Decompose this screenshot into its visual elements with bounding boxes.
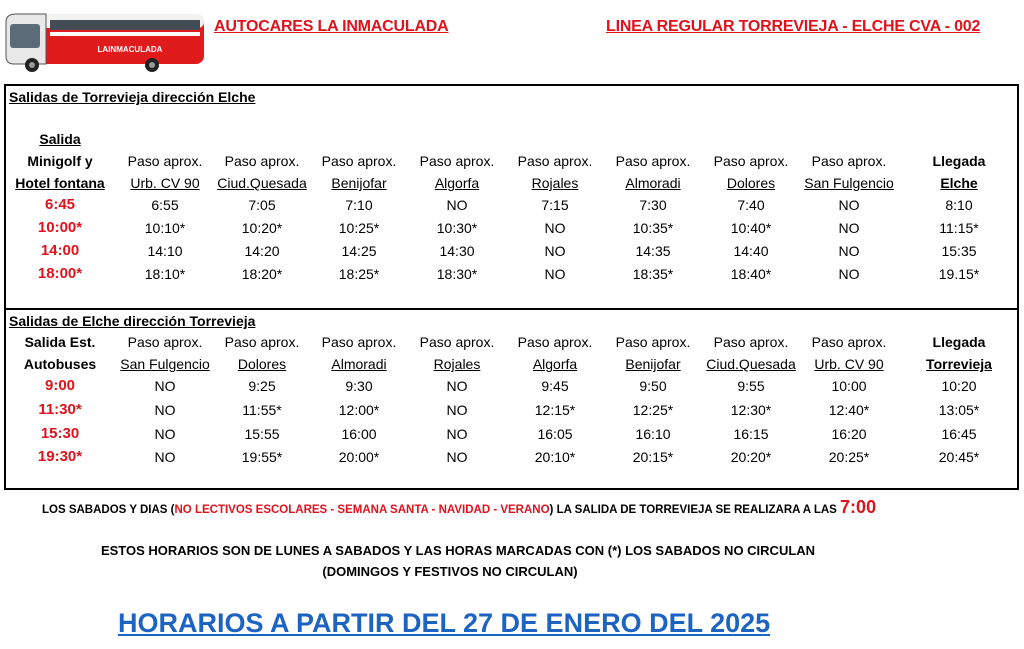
stop-header-name: San Fulgencio bbox=[120, 356, 210, 372]
bus-illustration bbox=[2, 8, 207, 74]
stop-header-paso: Paso aprox. bbox=[224, 153, 300, 169]
schedule-cell: 6:55 bbox=[151, 197, 179, 213]
schedule-cell: 16:15 bbox=[733, 426, 769, 442]
schedule-cell: 7:15 bbox=[541, 197, 569, 213]
schedule-cell: NO bbox=[838, 243, 860, 259]
schedule-cell: 12:15* bbox=[534, 402, 576, 418]
schedule-cell: 18:10* bbox=[144, 266, 186, 282]
saturday-note-time: 7:00 bbox=[840, 497, 877, 517]
schedule-cell: NO bbox=[544, 243, 566, 259]
stop-header-name: Algorfa bbox=[532, 356, 578, 372]
departure-time: 9:00 bbox=[44, 377, 76, 394]
schedule-cell: 12:40* bbox=[828, 402, 870, 418]
stop-header-name: Almoradi bbox=[625, 175, 681, 191]
schedule-cell: 10:30* bbox=[436, 220, 478, 236]
saturday-note bbox=[42, 497, 876, 518]
schedule-cell: 14:35 bbox=[635, 243, 671, 259]
schedule-cell: 16:45 bbox=[941, 426, 977, 442]
schedule-cell: NO bbox=[838, 197, 860, 213]
departure-time: 11:30* bbox=[38, 401, 82, 418]
schedule-cell: 14:20 bbox=[244, 243, 280, 259]
stop-header-paso: Paso aprox. bbox=[419, 334, 495, 350]
schedule-cell: 11:15* bbox=[939, 220, 979, 236]
bus-logo-text: LAINMACULADA bbox=[97, 45, 163, 54]
schedule-cell: 13:05* bbox=[938, 402, 980, 418]
schedule-cell: 7:05 bbox=[248, 197, 276, 213]
schedule-cell: 18:40* bbox=[730, 266, 772, 282]
company-name: AUTOCARES LA INMACULADA bbox=[214, 18, 449, 35]
schedule-cell: NO bbox=[446, 426, 468, 442]
schedule-cell: 18:25* bbox=[338, 266, 380, 282]
departure-time: 18:00* bbox=[37, 265, 83, 282]
schedule-cell: 14:40 bbox=[733, 243, 769, 259]
schedule-cell: 14:30 bbox=[439, 243, 475, 259]
stop-header-paso: Paso aprox. bbox=[615, 334, 691, 350]
schedule-cell: 18:30* bbox=[436, 266, 478, 282]
stop-header-paso: Paso aprox. bbox=[517, 153, 593, 169]
departure-header-line: Minigolf y bbox=[27, 153, 93, 169]
arrival-header-label: Llegada bbox=[932, 334, 986, 350]
stop-header-name: Dolores bbox=[237, 356, 287, 372]
schedule-cell: 15:35 bbox=[941, 243, 977, 259]
arrival-header-label: Llegada bbox=[932, 153, 986, 169]
schedule-cell: 15:55 bbox=[244, 426, 280, 442]
arrival-header-name: Elche bbox=[940, 175, 978, 191]
schedule-box bbox=[4, 84, 1019, 490]
stop-header-name: Rojales bbox=[531, 175, 579, 191]
departure-header-line: Salida Est. bbox=[24, 334, 96, 350]
departure-header-line: Salida bbox=[39, 131, 81, 147]
schedule-cell: 8:10 bbox=[945, 197, 973, 213]
schedule-cell: 11:55* bbox=[242, 402, 282, 418]
stop-header-name: Dolores bbox=[726, 175, 776, 191]
schedule-cell: 12:30* bbox=[730, 402, 772, 418]
stop-header-paso: Paso aprox. bbox=[811, 334, 887, 350]
stop-header-name: Ciud.Quesada bbox=[217, 175, 307, 191]
stop-header-paso: Paso aprox. bbox=[224, 334, 300, 350]
schedule-cell: NO bbox=[154, 378, 176, 394]
schedule-cell: NO bbox=[154, 426, 176, 442]
schedule-cell: 10:20 bbox=[941, 378, 977, 394]
schedule-cell: 20:00* bbox=[338, 449, 380, 465]
schedule-cell: 9:45 bbox=[541, 378, 569, 394]
schedule-cell: 20:10* bbox=[534, 449, 576, 465]
schedule-cell: 9:50 bbox=[639, 378, 667, 394]
schedule-cell: 10:20* bbox=[241, 220, 283, 236]
schedule-cell: 16:10 bbox=[635, 426, 671, 442]
departure-time: 6:45 bbox=[44, 196, 76, 213]
stop-header-paso: Paso aprox. bbox=[321, 153, 397, 169]
stop-header-paso: Paso aprox. bbox=[321, 334, 397, 350]
schedule-note: ESTOS HORARIOS SON DE LUNES A SABADOS Y LAS HORAS MARCADAS CON (*) LOS SABADOS NO CIRCULAN bbox=[100, 543, 816, 558]
section-divider bbox=[6, 308, 1017, 310]
stop-header-name: Almoradi bbox=[331, 356, 387, 372]
stop-header-name: Rojales bbox=[433, 356, 481, 372]
schedule-cell: 18:20* bbox=[241, 266, 283, 282]
schedule-cell: 16:00 bbox=[341, 426, 377, 442]
stop-header-name: Benijofar bbox=[331, 175, 387, 191]
stop-header-name: Benijofar bbox=[625, 356, 681, 372]
stop-header-name: Urb. CV 90 bbox=[814, 356, 884, 372]
schedule-cell: 7:40 bbox=[737, 197, 765, 213]
departure-header-line: Autobuses bbox=[23, 356, 97, 372]
schedule-cell: 10:40* bbox=[730, 220, 772, 236]
stop-header-paso: Paso aprox. bbox=[127, 334, 203, 350]
schedule-cell: 18:35* bbox=[632, 266, 674, 282]
schedule-cell: NO bbox=[446, 402, 468, 418]
stop-header-name: Algorfa bbox=[434, 175, 480, 191]
stop-header-paso: Paso aprox. bbox=[713, 153, 789, 169]
departure-time: 19:30* bbox=[37, 448, 83, 465]
schedule-cell: NO bbox=[446, 378, 468, 394]
saturday-note-red: NO LECTIVOS ESCOLARES - SEMANA SANTA - NAVIDAD - VERANO bbox=[174, 504, 550, 516]
schedule-cell: 9:55 bbox=[737, 378, 765, 394]
schedule-cell: 10:10* bbox=[144, 220, 186, 236]
schedule-cell: NO bbox=[838, 220, 860, 236]
schedule-cell: 14:25 bbox=[341, 243, 377, 259]
stop-header-paso: Paso aprox. bbox=[811, 153, 887, 169]
schedule-cell: 10:35* bbox=[632, 220, 674, 236]
schedule-cell: 20:25* bbox=[828, 449, 870, 465]
departure-header-line: Hotel fontana bbox=[15, 175, 105, 191]
schedule-cell: NO bbox=[446, 449, 468, 465]
stop-header-paso: Paso aprox. bbox=[713, 334, 789, 350]
schedule-cell: 9:25 bbox=[248, 378, 276, 394]
section-title-elche-torrevieja: Salidas de Elche dirección Torrevieja bbox=[9, 313, 256, 329]
schedule-cell: NO bbox=[446, 197, 468, 213]
schedule-cell: NO bbox=[154, 449, 176, 465]
schedule-cell: 7:30 bbox=[639, 197, 667, 213]
schedule-cell: NO bbox=[544, 266, 566, 282]
section-title-torrevieja-elche: Salidas de Torrevieja dirección Elche bbox=[9, 89, 256, 105]
valid-from-banner: HORARIOS A PARTIR DEL 27 DE ENERO DEL 2025 bbox=[118, 608, 771, 638]
schedule-cell: 16:05 bbox=[537, 426, 573, 442]
line-title: LINEA REGULAR TORREVIEJA - ELCHE CVA - 002 bbox=[606, 18, 981, 35]
schedule-cell: NO bbox=[154, 402, 176, 418]
schedule-cell: 16:20 bbox=[831, 426, 867, 442]
holiday-note: (DOMINGOS Y FESTIVOS NO CIRCULAN) bbox=[322, 564, 578, 579]
saturday-note-a: LOS SABADOS Y DIAS ( bbox=[42, 504, 175, 516]
schedule-cell: 14:10 bbox=[147, 243, 183, 259]
stop-header-name: San Fulgencio bbox=[804, 175, 894, 191]
departure-time: 10:00* bbox=[37, 219, 83, 236]
schedule-cell: 20:15* bbox=[632, 449, 674, 465]
stop-header-paso: Paso aprox. bbox=[127, 153, 203, 169]
stop-header-paso: Paso aprox. bbox=[615, 153, 691, 169]
saturday-note-b: ) LA SALIDA DE TORREVIEJA SE REALIZARA A LAS bbox=[549, 504, 841, 516]
schedule-cell: 9:30 bbox=[345, 378, 373, 394]
schedule-cell: 7:10 bbox=[345, 197, 373, 213]
schedule-cell: 20:20* bbox=[730, 449, 772, 465]
arrival-header-name: Torrevieja bbox=[926, 356, 992, 372]
stop-header-name: Ciud.Quesada bbox=[706, 356, 796, 372]
schedule-cell: NO bbox=[838, 266, 860, 282]
schedule-cell: NO bbox=[544, 220, 566, 236]
departure-time: 15:30 bbox=[40, 425, 80, 442]
schedule-cell: 10:00 bbox=[831, 378, 867, 394]
schedule-cell: 12:25* bbox=[632, 402, 674, 418]
schedule-cell: 20:45* bbox=[938, 449, 980, 465]
stop-header-paso: Paso aprox. bbox=[517, 334, 593, 350]
schedule-cell: 12:00* bbox=[338, 402, 380, 418]
stop-header-paso: Paso aprox. bbox=[419, 153, 495, 169]
departure-time: 14:00 bbox=[40, 242, 80, 259]
schedule-cell: 19.15* bbox=[938, 266, 980, 282]
stop-header-name: Urb. CV 90 bbox=[130, 175, 200, 191]
schedule-cell: 19:55* bbox=[241, 449, 283, 465]
schedule-cell: 10:25* bbox=[338, 220, 380, 236]
